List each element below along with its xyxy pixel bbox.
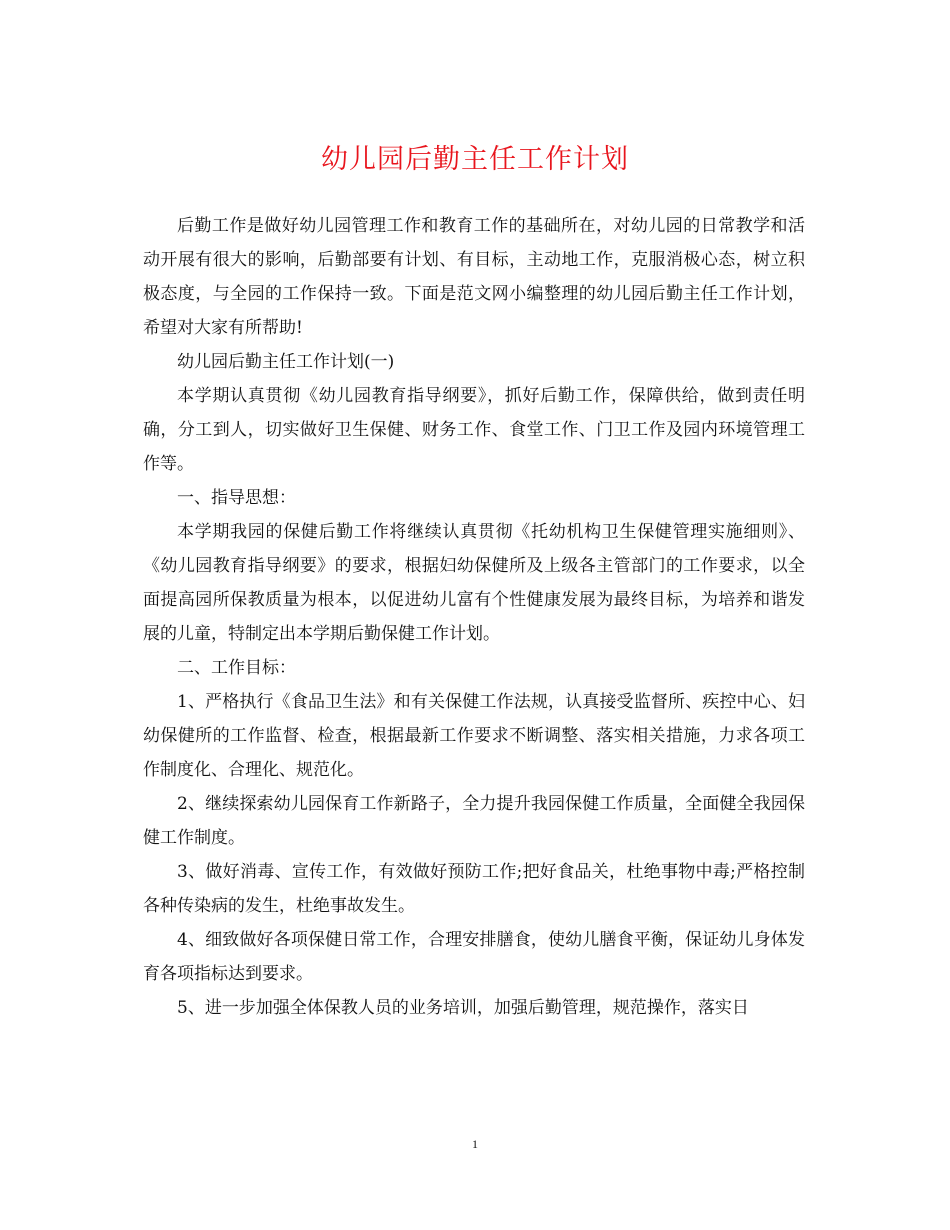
document-body <box>143 209 805 1025</box>
paragraph-guiding-ideas: 本学期我园的保健后勤工作将继续认真贯彻《托幼机构卫生保健管理实施细则》、《幼儿园教育指导纲要》的要求，根据妇幼保健所及上级各主管部门的工作要求，以全面提高园所保教质量为根本，以促进幼儿富有个性健康发展为最终目标，为培养和谐发展的儿童，特制定出本学期后勤保健工作计划。 <box>143 522 805 644</box>
paragraph-goal-1: 1、严格执行《食品卫生法》和有关保健工作法规，认真接受监督所、疾控中心、妇幼保健所的工作监督、检查，根据最新工作要求不断调整、落实相关措施，力求各项工作制度化、合理化、规范化。 <box>143 692 805 780</box>
paragraph-goal-4: 4、细致做好各项保健日常工作，合理安排膳食，使幼儿膳食平衡，保证幼儿身体发育各项指标达到要求。 <box>143 930 805 984</box>
paragraph-goal-5: 5、进一步加强全体保教人员的业务培训，加强后勤管理，规范操作，落实日 <box>177 998 749 1018</box>
paragraph-overview: 本学期认真贯彻《幼儿园教育指导纲要》，抓好后勤工作，保障供给，做到责任明确，分工到人，切实做好卫生保健、财务工作、食堂工作、门卫工作及园内环境管理工作等。 <box>143 386 805 474</box>
paragraph-heading-goals: 二、工作目标： <box>177 658 296 678</box>
paragraph-goal-3: 3、做好消毒、宣传工作，有效做好预防工作;把好食品关，杜绝事物中毒;严格控制各种传染病的发生，杜绝事故发生。 <box>143 862 805 916</box>
paragraph-section-heading: 幼儿园后勤主任工作计划(一) <box>177 352 395 372</box>
page-number: 1 <box>472 1137 478 1151</box>
paragraph-heading-guiding-ideas: 一、指导思想： <box>177 488 296 508</box>
paragraph-goal-2: 2、继续探索幼儿园保育工作新路子，全力提升我园保健工作质量，全面健全我园保健工作制度。 <box>143 794 805 848</box>
document-title: 幼儿园后勤主任工作计划 <box>321 144 629 175</box>
paragraph-intro: 后勤工作是做好幼儿园管理工作和教育工作的基础所在，对幼儿园的日常教学和活动开展有很大的影响，后勤部要有计划、有目标，主动地工作，克服消极心态，树立积极态度，与全园的工作保持一致。下面是范文网小编整理的幼儿园后勤主任工作计划，希望对大家有所帮助! <box>143 216 805 338</box>
